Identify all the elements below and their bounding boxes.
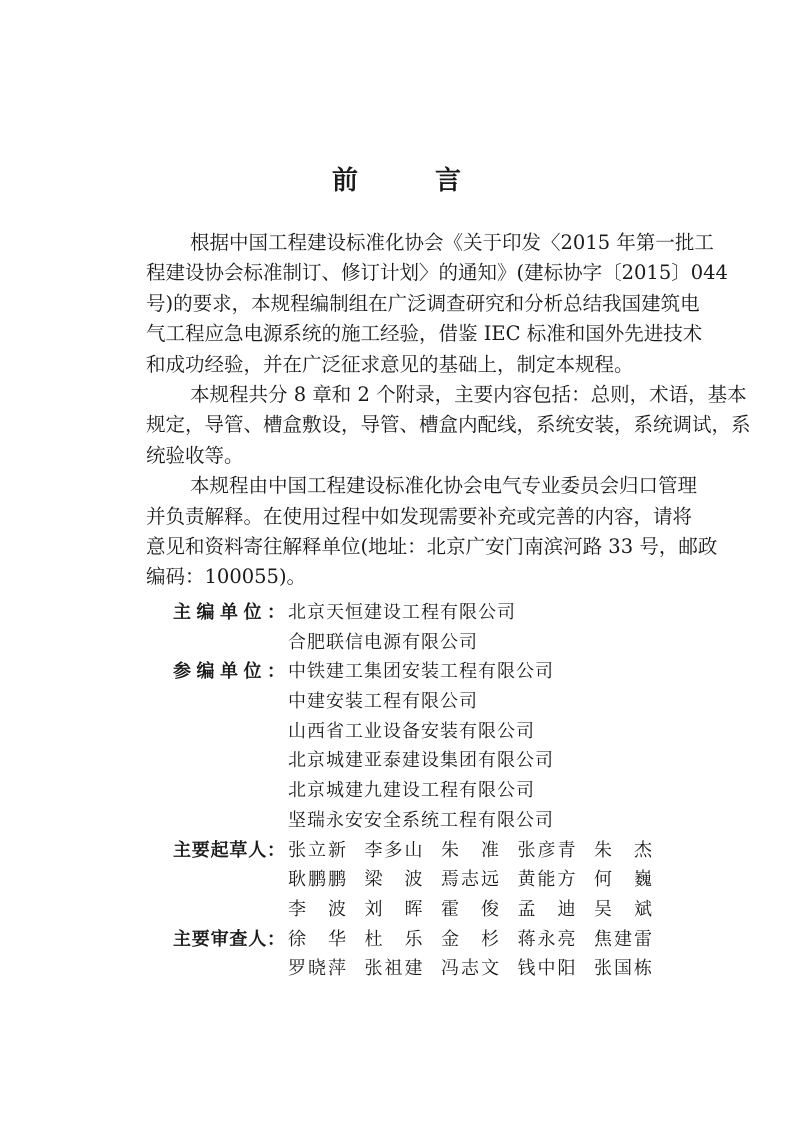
unit-name: 中铁建工集团安装工程有限公司	[288, 661, 554, 683]
drafter-name: 霍俊	[441, 898, 499, 920]
text-line: 和成功经验，并在广泛征求意见的基础上，制定本规程。	[146, 352, 634, 376]
drafter-name: 刘晖	[364, 898, 423, 920]
participating-unit-row	[173, 806, 671, 836]
drafters-label: 主要起草人：	[173, 839, 285, 861]
reviewer-name: 焦建雷	[594, 928, 652, 950]
chief-unit-row	[173, 628, 671, 658]
drafter-name: 焉志远	[441, 869, 499, 891]
text-line: 程建设协会标准制订、修订计划〉的通知》(建标协字〔2015〕044	[146, 261, 728, 285]
reviewer-name: 金杉	[441, 928, 499, 950]
reviewer-name: 蒋永亮	[517, 928, 576, 950]
drafter-name: 耿鹏鹏	[288, 869, 346, 891]
text-line: 本规程由中国工程建设标准化协会电气专业委员会归口管理	[190, 474, 698, 498]
drafter-name: 孟迪	[517, 898, 576, 920]
text-line: 号)的要求，本规程编制组在广泛调查研究和分析总结我国建筑电	[146, 291, 700, 315]
chief-unit-row	[173, 598, 671, 628]
reviewers-row	[173, 925, 671, 955]
names-list	[288, 836, 671, 866]
participating-unit-row	[173, 746, 671, 776]
participating-unit-row	[173, 776, 671, 806]
participating-units-label: 参编单位：	[173, 661, 285, 683]
participating-unit-row	[173, 687, 671, 717]
unit-name: 山西省工业设备安装有限公司	[288, 720, 535, 742]
participating-unit-row	[173, 657, 671, 687]
reviewer-name: 钱中阳	[517, 958, 576, 980]
unit-name: 中建安装工程有限公司	[288, 691, 478, 713]
reviewers-label: 主要审查人：	[173, 928, 285, 950]
drafter-name: 张立新	[288, 839, 346, 861]
reviewer-name: 徐华	[288, 928, 346, 950]
reviewer-name: 张祖建	[364, 958, 423, 980]
text-line: 本规程共分 8 章和 2 个附录，主要内容包括：总则，术语，基本	[190, 382, 747, 406]
page-title: 前 言	[331, 166, 496, 196]
reviewer-name: 张国栋	[594, 958, 652, 980]
drafter-name: 梁波	[364, 869, 423, 891]
text-line: 根据中国工程建设标准化协会《关于印发〈2015 年第一批工	[190, 231, 714, 254]
unit-name: 合肥联信电源有限公司	[288, 631, 478, 653]
drafters-row	[173, 865, 671, 895]
participating-unit-row	[173, 717, 671, 747]
drafter-name: 朱准	[441, 839, 499, 861]
unit-name: 北京城建亚泰建设集团有限公司	[288, 750, 554, 772]
text-line: 统验收等。	[146, 443, 244, 467]
text-line: 气工程应急电源系统的施工经验，借鉴 IEC 标准和国外先进技术	[146, 322, 703, 346]
reviewer-name: 冯志文	[441, 958, 499, 980]
drafter-name: 何巍	[594, 869, 652, 891]
drafter-name: 黄能方	[517, 869, 576, 891]
drafter-name: 李波	[288, 898, 346, 920]
drafter-name: 朱杰	[594, 839, 652, 861]
text-line: 意见和资料寄往解释单位(地址：北京广安门南滨河路 33 号，邮政	[146, 534, 718, 558]
drafters-row	[173, 836, 671, 866]
reviewer-name: 罗晓萍	[288, 958, 346, 980]
unit-name: 北京城建九建设工程有限公司	[288, 780, 535, 802]
names-list	[288, 895, 671, 925]
drafter-name: 吴斌	[594, 898, 652, 920]
text-line: 编码：100055)。	[146, 565, 307, 589]
credits-section	[173, 598, 671, 984]
names-list	[288, 954, 671, 984]
unit-name: 坚瑞永安安全系统工程有限公司	[288, 809, 554, 831]
text-line: 规定，导管、槽盒敷设，导管、槽盒内配线，系统安装，系统调试，系	[146, 413, 751, 437]
drafter-name: 李多山	[364, 839, 423, 861]
paragraph-basis	[146, 228, 751, 593]
names-list	[288, 925, 671, 955]
people-list	[173, 836, 671, 984]
reviewer-name: 杜乐	[364, 928, 423, 950]
unit-name: 北京天恒建设工程有限公司	[288, 602, 516, 623]
chief-units-label: 主编单位：	[173, 602, 285, 623]
drafters-row	[173, 895, 671, 925]
drafter-name: 张彦青	[517, 839, 576, 861]
text-line: 并负责解释。在使用过程中如发现需要补充或完善的内容，请将	[146, 504, 693, 528]
reviewers-row	[173, 954, 671, 984]
names-list	[288, 865, 671, 895]
